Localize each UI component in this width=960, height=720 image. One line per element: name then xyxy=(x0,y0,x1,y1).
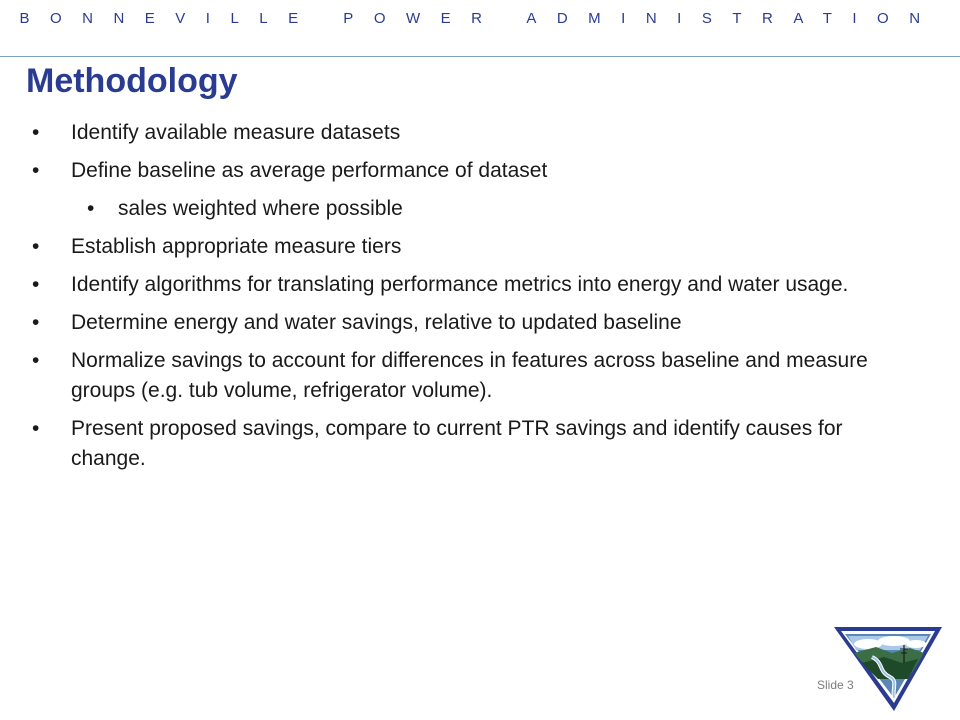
bullet-item: • Identify available measure datasets xyxy=(32,118,912,148)
header-band xyxy=(0,0,960,58)
organization-name: BONNEVILLE POWER ADMINISTRATION xyxy=(19,10,941,27)
bullet-item: • Identify algorithms for translating performance metrics into energy and water usage. xyxy=(32,270,912,300)
bullet-item: • Present proposed savings, compare to current PTR savings and identify causes for change. xyxy=(32,414,912,474)
bullet-item: • Establish appropriate measure tiers xyxy=(32,232,912,262)
slide-number: Slide 3 xyxy=(817,678,854,692)
sub-bullet-item: • sales weighted where possible xyxy=(32,194,912,224)
bullet-item: • Determine energy and water savings, relative to updated baseline xyxy=(32,308,912,338)
bpa-logo-icon xyxy=(832,623,944,713)
bullet-item: • Normalize savings to account for differences in features across baseline and measure groups (e.g. tub volume, refrigerator volume). xyxy=(32,346,912,406)
bullet-item: • Define baseline as average performance of dataset xyxy=(32,156,912,186)
bullet-list xyxy=(32,118,912,482)
slide-title: Methodology xyxy=(26,62,238,100)
header-rule xyxy=(0,56,960,57)
